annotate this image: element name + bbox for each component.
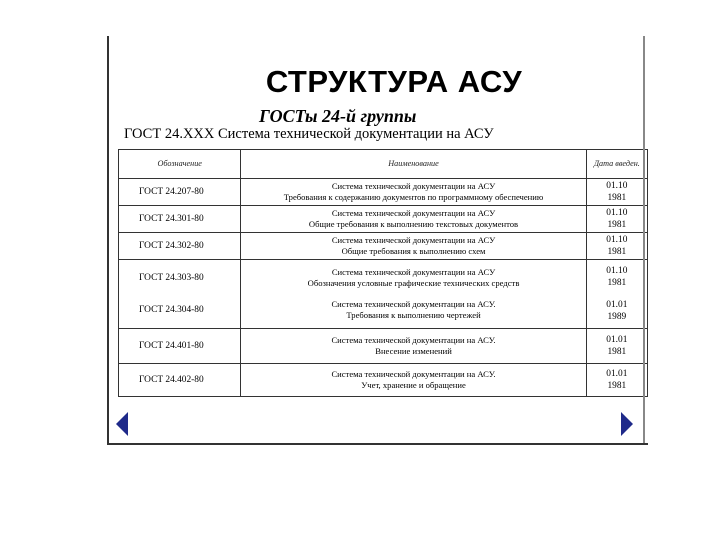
table-row [119,260,648,329]
cell-date [586,179,647,206]
standards-table [118,149,648,397]
cell-date [586,364,647,397]
table-row [119,329,648,364]
triangle-left-icon[interactable] [116,412,128,436]
name-line: Система технической документации на АСУ [331,234,496,245]
cell-code: ГОСТ 24.302-80 [119,233,241,260]
cell-name [241,329,586,364]
name-line: Система технической документации на АСУ [331,267,496,278]
date-line: 1981 [607,347,627,357]
name-line: Система технической документации на АСУ. [331,298,496,309]
table-row [119,206,648,233]
date-line: 1981 [607,193,627,203]
cell-date [586,260,647,329]
table-header-row [119,150,648,179]
header-designation: Обозначение [119,150,241,179]
name-line: Учет, хранение и обращение [361,380,466,390]
cell-date [586,329,647,364]
cell-name [241,179,586,206]
cell-date [586,233,647,260]
date-line: 01.10 [606,234,628,245]
name-line: Внесение изменений [375,346,452,356]
name-line: Требования к содержанию документов по программному обеспечению [283,192,544,202]
header-name: Наименование [241,150,586,179]
name-line: Система технической документации на АСУ. [331,334,496,345]
date-line: 1981 [607,278,627,289]
date-line: 01.10 [606,180,628,191]
cell-code [119,260,241,329]
date-line: 1981 [607,247,627,257]
name-line: Общие требования к выполнению схем [341,246,486,256]
date-line: 1989 [607,311,627,322]
code-line: ГОСТ 24.304-80 [139,305,204,315]
slide-subtitle: ГОСТы 24-й группы [259,106,417,126]
table-caption: ГОСТ 24.XXX Система технической документации на АСУ [124,126,494,142]
name-line: Система технической документации на АСУ [331,207,496,218]
cell-code: ГОСТ 24.402-80 [119,364,241,397]
date-line: 01.01 [606,368,628,379]
table-row [119,179,648,206]
name-line: Требования к выполнению чертежей [346,309,481,320]
table-row [119,233,648,260]
code-line: ГОСТ 24.303-80 [139,272,204,283]
name-line: Общие требования к выполнению текстовых документов [308,219,519,229]
date-line: 01.10 [606,207,628,218]
slide [107,36,648,445]
table-row [119,364,648,397]
name-line: Обозначения условные графические технических средств [307,278,520,289]
name-line: Система технической документации на АСУ. [331,368,496,379]
cell-name [241,206,586,233]
cell-code: ГОСТ 24.401-80 [119,329,241,364]
slide-title: СТРУКТУРА АСУ [265,64,523,99]
name-line: Система технической документации на АСУ [331,180,496,191]
date-line: 1981 [607,220,627,230]
date-line: 01.01 [606,299,628,310]
date-line: 01.10 [606,266,628,277]
cell-code: ГОСТ 24.207-80 [119,179,241,206]
triangle-right-icon[interactable] [621,412,633,436]
date-line: 1981 [607,381,627,391]
slide-edge [643,36,645,443]
header-date: Дата введен. [586,150,647,179]
cell-code: ГОСТ 24.301-80 [119,206,241,233]
cell-name [241,364,586,397]
cell-name [241,233,586,260]
cell-name [241,260,586,329]
date-line: 01.01 [606,334,628,345]
cell-date [586,206,647,233]
